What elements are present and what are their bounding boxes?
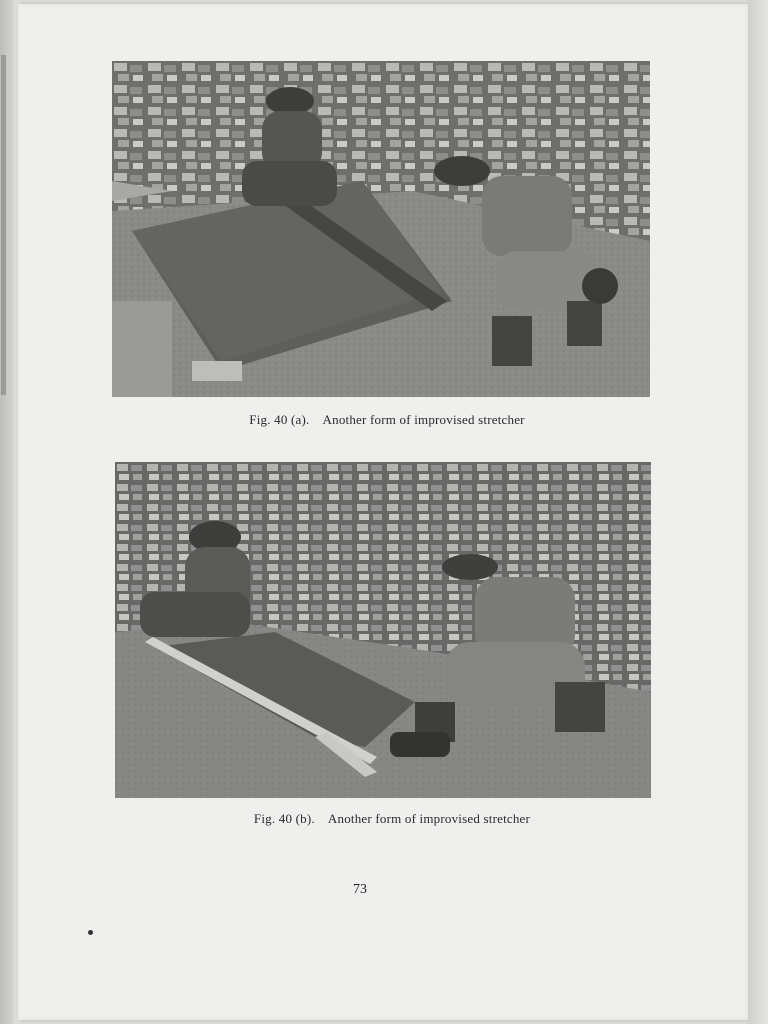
figure-photo-a	[112, 61, 650, 397]
page-edge-shadow	[748, 0, 768, 1024]
page-number: 73	[353, 882, 367, 897]
binding-mark	[1, 55, 6, 395]
scan-speck	[88, 930, 93, 935]
figure-caption-b: Fig. 40 (b). Another form of improvised stretcher	[253, 811, 531, 826]
binding-edge	[0, 0, 14, 1024]
figure-photo-b	[115, 462, 651, 798]
figure-caption-a: Fig. 40 (a). Another form of improvised stretcher	[249, 412, 525, 427]
